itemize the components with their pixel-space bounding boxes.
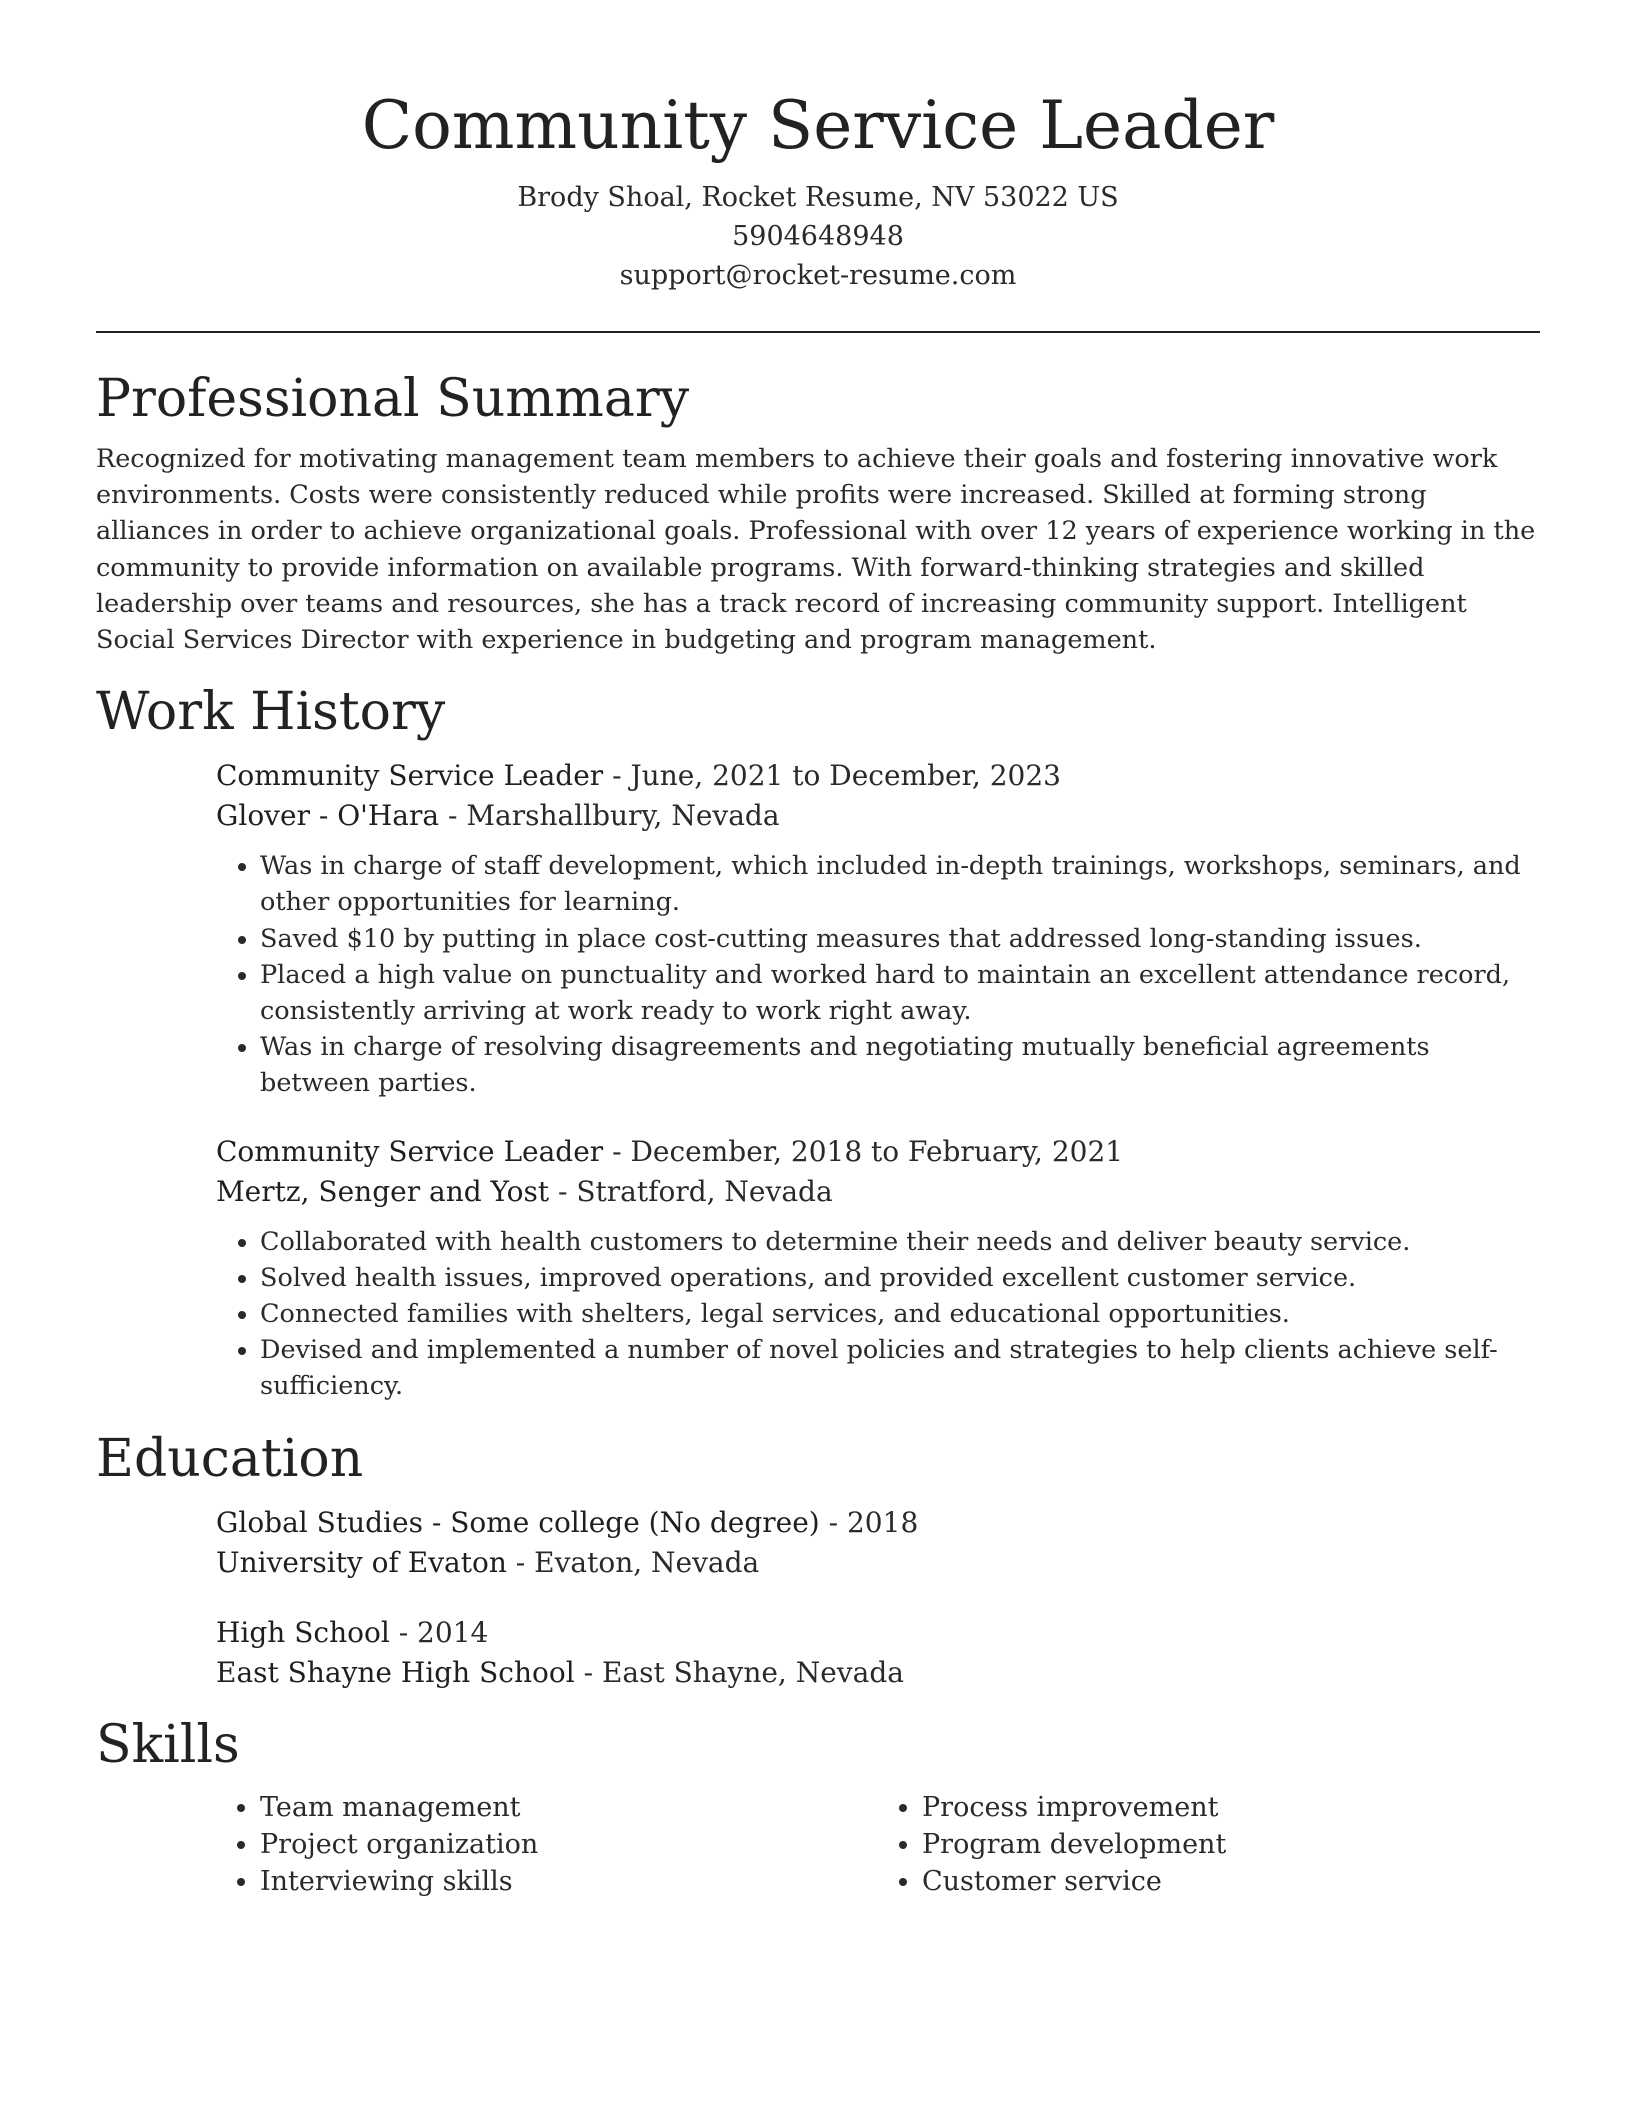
job-dates: - December, 2018 to February, 2021 (603, 1134, 1124, 1168)
contact-info (96, 178, 1540, 295)
education-school: University of Evaton (216, 1545, 507, 1579)
job-entry (216, 756, 1540, 1101)
job-company-line (216, 796, 1540, 836)
skill-item: • Interviewing skills (260, 1863, 878, 1900)
education-school: East Shayne High School (216, 1655, 575, 1689)
job-bullets (216, 848, 1540, 1101)
resume-header (96, 0, 1540, 295)
skill-item: • Team management (260, 1789, 878, 1826)
education-degree-line (216, 1613, 1540, 1653)
job-title-line (216, 756, 1540, 796)
skill-item: • Process improvement (922, 1789, 1540, 1826)
resume-name: Community Service Leader (361, 87, 1275, 164)
education-degree-line (216, 1503, 1540, 1543)
education-title: Education (96, 1428, 364, 1489)
job-company: Mertz, Senger and Yost (216, 1174, 550, 1208)
job-position: Community Service Leader (216, 759, 604, 793)
header-divider (96, 331, 1540, 333)
job-title-line (216, 1132, 1540, 1172)
education-entry (216, 1613, 1540, 1693)
education-year: - 2014 (389, 1615, 489, 1649)
skill-item: • Program development (922, 1826, 1540, 1863)
job-company: Glover - O'Hara (216, 799, 440, 833)
skills-list-right (878, 1789, 1540, 1900)
skills-title: Skills (96, 1714, 240, 1775)
job-bullets (216, 1224, 1540, 1405)
contact-email: support@rocket-resume.com (619, 260, 1017, 291)
job-location: - Stratford, Nevada (549, 1174, 833, 1208)
list-item: • Saved $10 by putting in place cost-cutting measures that addressed long-standing issues. (260, 921, 1540, 957)
job-company-line (216, 1172, 1540, 1212)
education-school-line (216, 1543, 1540, 1583)
education-degree: High School (216, 1615, 390, 1649)
list-item: • Collaborated with health customers to determine their needs and deliver beauty service. (260, 1224, 1540, 1260)
list-item: • Devised and implemented a number of novel policies and strategies to help clients achieve self-sufficiency. (260, 1332, 1540, 1404)
skill-item: • Project organization (260, 1826, 878, 1863)
education-year: - 2018 (819, 1505, 919, 1539)
education-degree: Global Studies - Some college (No degree) (216, 1505, 820, 1539)
education-section (96, 1427, 1540, 1693)
summary-text: Recognized for motivating management team members to achieve their goals and fostering innovative work environments. Costs were consistently reduced while profits were increased. Skilled at forming strong alliances in order to achieve organizational goals. Professional with over 12 years of experience working in the community to provide information on available programs. With forward-thinking strategies and skilled leadership over teams and resources, she has a track record of increasing community support. Intelligent Social Services Director with experience in budgeting and program management. (96, 444, 1536, 656)
list-item: • Solved health issues, improved operations, and provided excellent customer service. (260, 1260, 1540, 1296)
skill-item: • Customer service (922, 1863, 1540, 1900)
summary-title: Professional Summary (96, 369, 690, 429)
summary-section (96, 367, 1540, 658)
skills-section (96, 1713, 1540, 1900)
job-position: Community Service Leader (216, 1134, 604, 1168)
job-location: - Marshallbury, Nevada (439, 799, 780, 833)
job-entry (216, 1132, 1540, 1405)
contact-phone: 5904648948 (732, 221, 904, 252)
contact-address: Brody Shoal, Rocket Resume, NV 53022 US (517, 182, 1119, 213)
education-location: - East Shayne, Nevada (574, 1655, 904, 1689)
list-item: • Placed a high value on punctuality and worked hard to maintain an excellent attendance record, consistently arriving at work ready to work right away. (260, 957, 1540, 1029)
job-dates: - June, 2021 to December, 2023 (603, 759, 1061, 793)
work-title: Work History (96, 682, 446, 743)
list-item: • Connected families with shelters, legal services, and educational opportunities. (260, 1296, 1540, 1332)
education-location: - Evaton, Nevada (506, 1545, 760, 1579)
list-item: • Was in charge of staff development, which included in-depth trainings, workshops, seminars, and other opportunities for learning. (260, 848, 1540, 920)
skills-list-left (216, 1789, 878, 1900)
education-entry (216, 1503, 1540, 1583)
education-school-line (216, 1653, 1540, 1693)
list-item: • Was in charge of resolving disagreements and negotiating mutually beneficial agreements between parties. (260, 1029, 1540, 1101)
resume-page (96, 0, 1540, 1900)
skills-columns (216, 1789, 1540, 1900)
work-section (96, 680, 1540, 1404)
